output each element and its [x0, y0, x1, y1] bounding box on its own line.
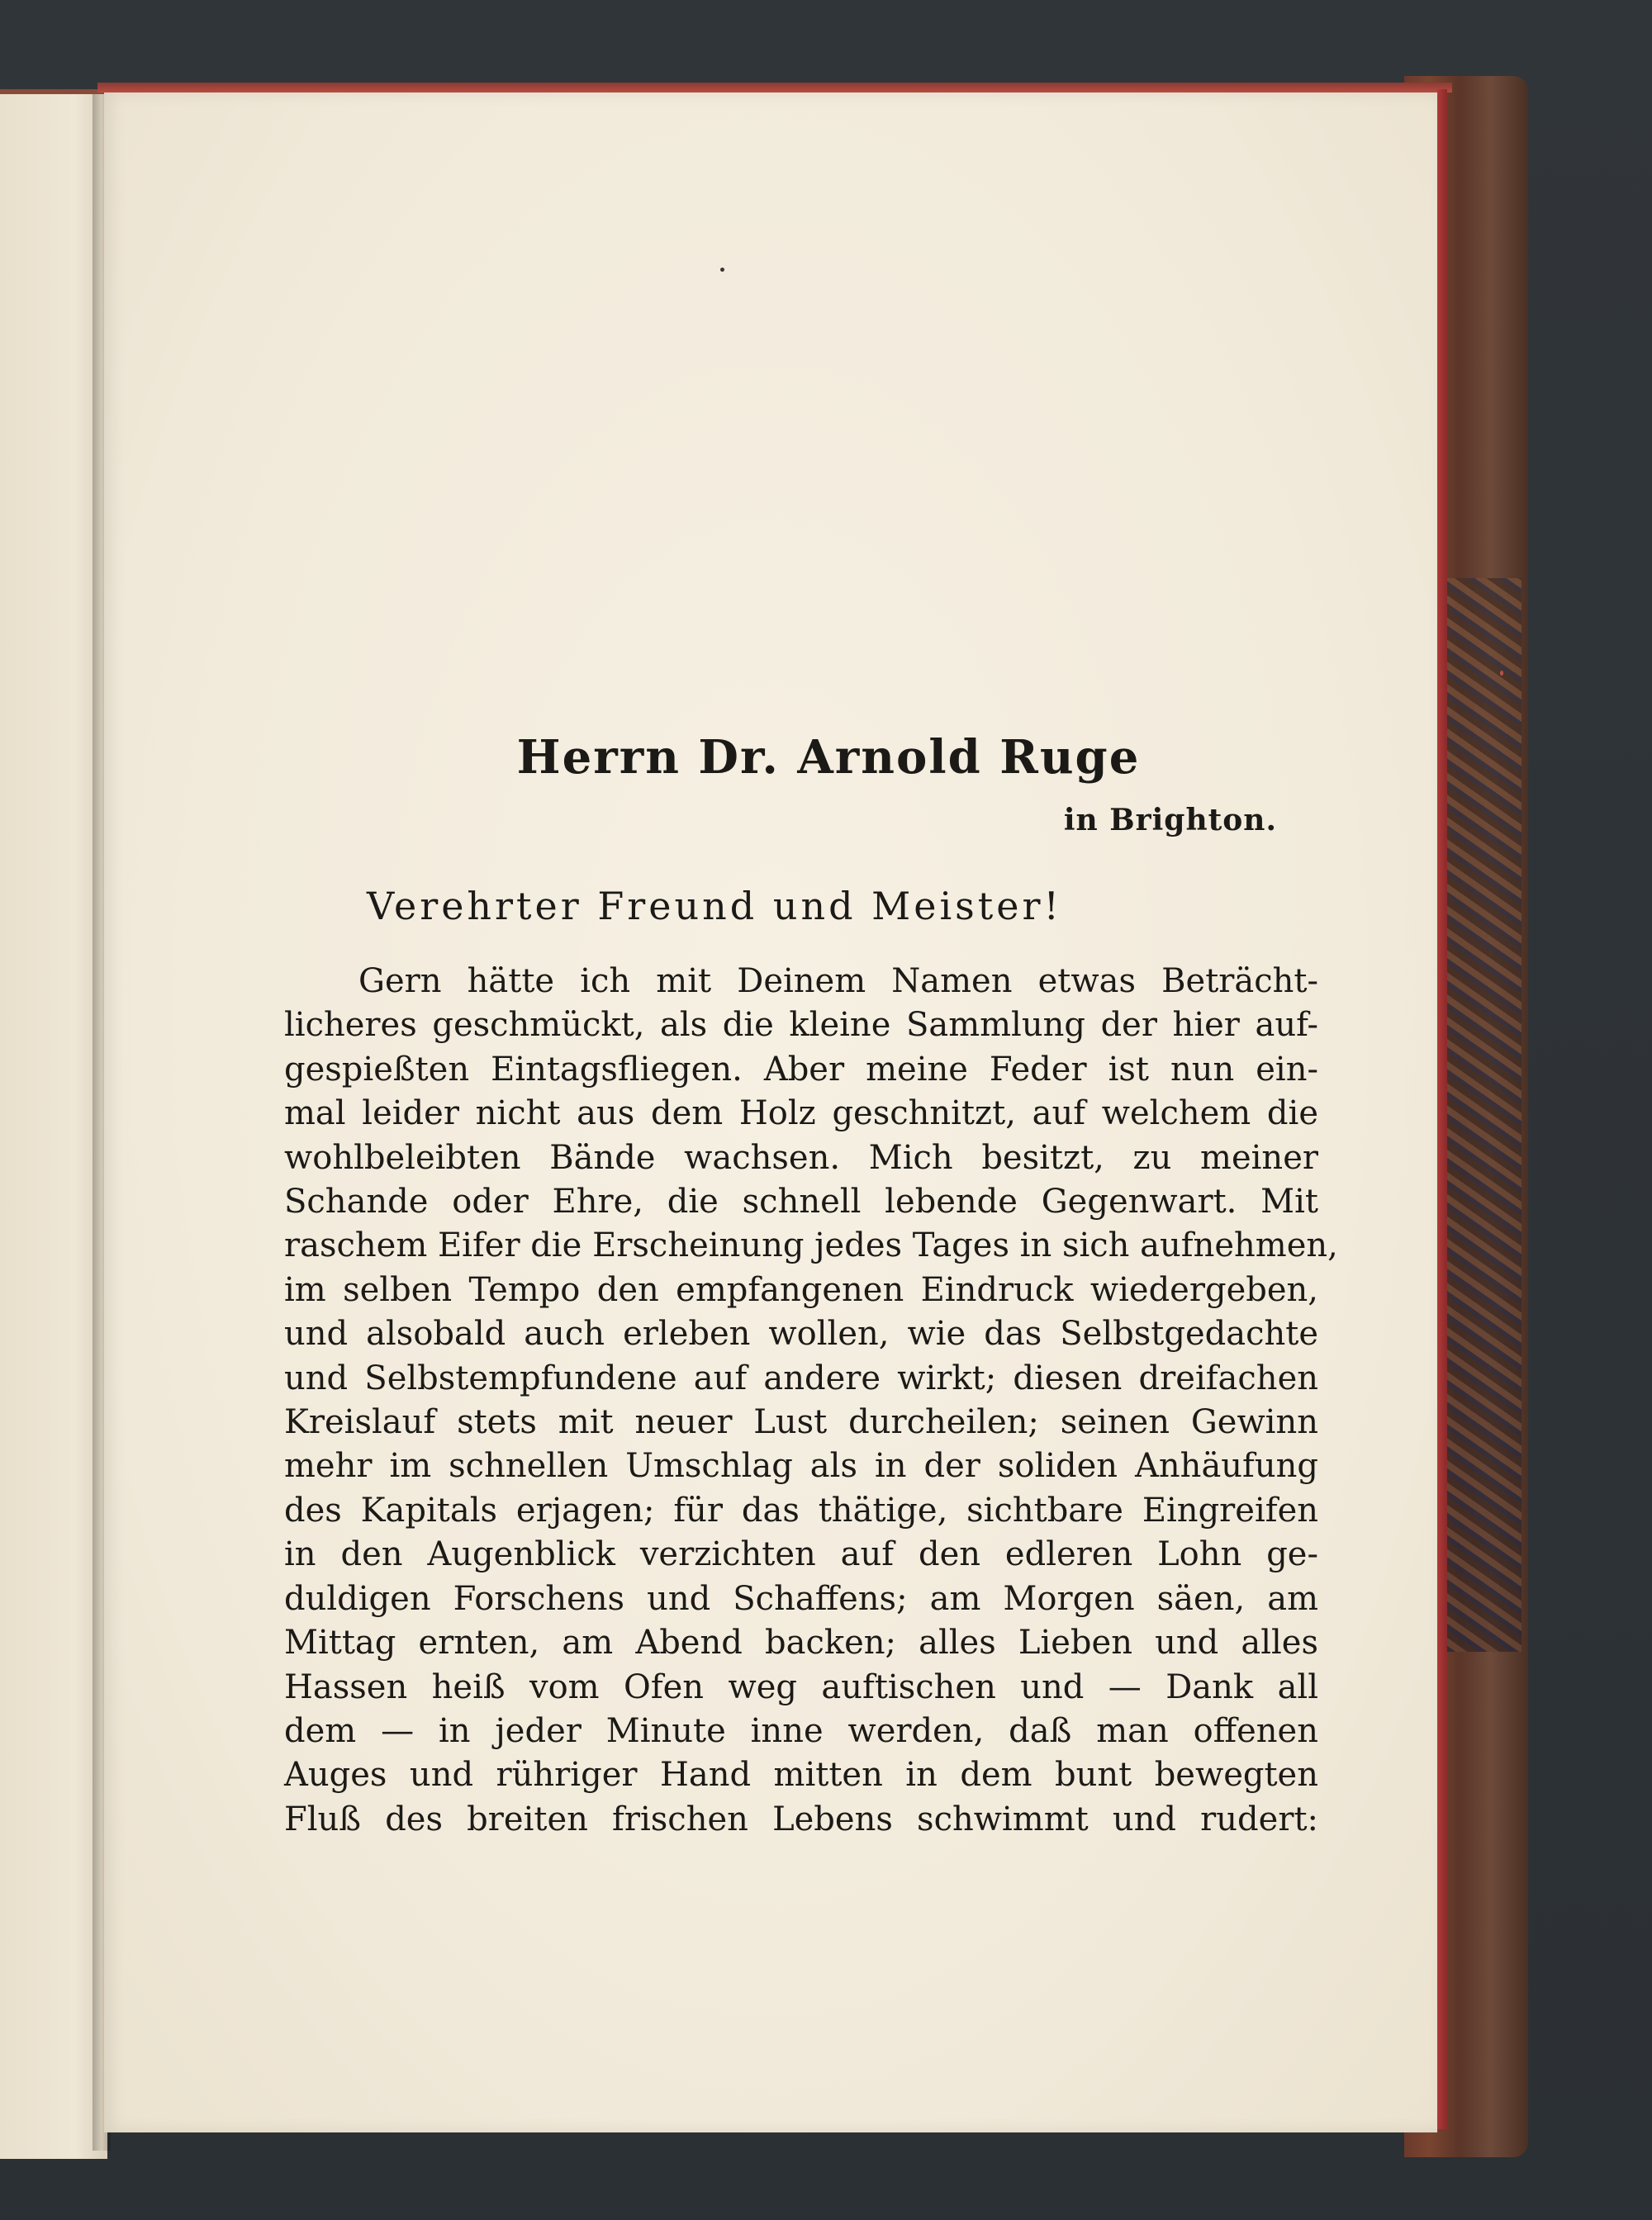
text-line: im selben Tempo den empfangenen Eindruck wiedergeben, — [284, 1270, 1318, 1309]
facing-page-edge — [0, 89, 107, 2159]
text-line: des Kapitals erjagen; für das thätige, sichtbare Eingreifen — [284, 1491, 1318, 1530]
page-top-edge — [97, 83, 1452, 92]
text-line: in den Augenblick verzichten auf den edleren Lohn ge- — [284, 1535, 1318, 1574]
text-line: mehr im schnellen Umschlag als in der soliden Anhäufung — [284, 1447, 1318, 1486]
dedication-title: Herrn Dr. Arnold Ruge — [516, 730, 1141, 785]
text-line: und alsobald auch erleben wollen, wie das Selbstgedachte — [284, 1315, 1318, 1354]
ink-speck — [1500, 671, 1503, 676]
text-line: wohlbeleibten Bände wachsen. Mich besitzt, zu meiner — [284, 1138, 1318, 1177]
letter-body — [284, 960, 1338, 1842]
text-line: duldigen Forschens und Schaffens; am Morgen säen, am — [284, 1579, 1318, 1618]
text-line: und Selbstempfundene auf andere wirkt; diesen dreifachen — [284, 1359, 1318, 1397]
text-line: Kreislauf stets mit neuer Lust durcheilen; seinen Gewinn — [284, 1403, 1318, 1442]
book-page — [104, 92, 1437, 2132]
text-line: Gern hätte ich mit Deinem Namen etwas Beträcht- — [358, 962, 1318, 1000]
text-line: Mittag ernten, am Abend backen; alles Lieben und alles — [284, 1624, 1318, 1663]
text-line: licheres geschmückt, als die kleine Sammlung der hier auf- — [284, 1006, 1318, 1045]
page-fore-edge — [1437, 89, 1447, 2129]
ink-speck — [720, 268, 724, 272]
text-line: dem — in jeder Minute inne werden, daß man offenen — [284, 1711, 1318, 1750]
text-line: Auges und rühriger Hand mitten in dem bunt bewegten — [284, 1756, 1318, 1795]
text-line: gespießten Eintagsfliegen. Aber meine Feder ist nun ein- — [284, 1050, 1318, 1089]
text-line: Fluß des breiten frischen Lebens schwimmt und rudert: — [284, 1800, 1318, 1838]
marbled-edge — [1447, 578, 1521, 1652]
text-line: mal leider nicht aus dem Holz geschnitzt, auf welchem die — [284, 1094, 1318, 1133]
text-line: Schande oder Ehre, die schnell lebende Gegenwart. Mit — [284, 1183, 1318, 1221]
text-line: Hassen heiß vom Ofen weg auftischen und — Dank all — [284, 1667, 1318, 1706]
text-line: raschem Eifer die Erscheinung jedes Tages in sich aufnehmen, — [284, 1226, 1338, 1265]
dedication-place: in Brighton. — [1063, 803, 1277, 837]
letter-salutation: Verehrter Freund und Meister! — [367, 884, 1062, 928]
